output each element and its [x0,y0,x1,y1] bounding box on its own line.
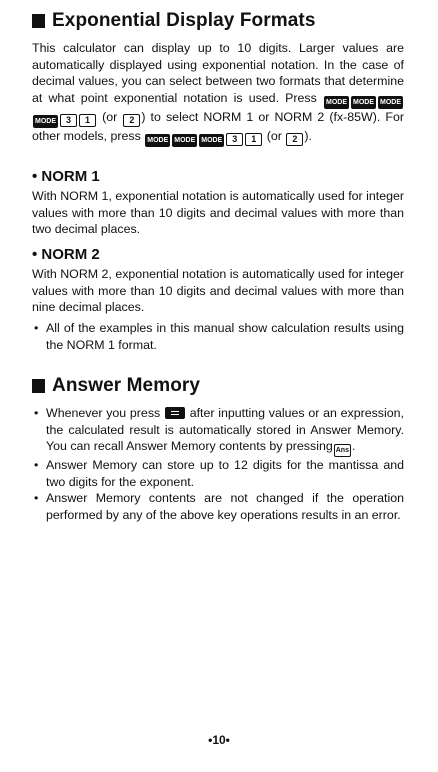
mode-key-icon: MODE [324,96,349,109]
one-key-icon: 1 [79,114,96,127]
norm2-paragraph: With NORM 2, exponential notation is automatically used for integer values with more than 10 digits and decimal values with more than nine decimal places. [32,267,404,315]
intro-text-a: This calculator can display up to 10 digits. Larger values are automatically displayed using exponential notation. In the case of decimal values, you can select between two formats that determine at what point exponential notation is used. Press [32,41,404,105]
b1-text-c: . [351,439,356,454]
ans-key-icon: Ans [334,444,351,457]
square-bullet-icon [32,14,45,28]
list-item [32,457,404,490]
b3-text: Answer Memory contents are not changed if the operation performed by any of the above key operations results in an error. [46,491,404,522]
three-key-icon: 3 [60,114,77,127]
norm1-paragraph: With NORM 1, exponential notation is automatically used for integer values with more than 10 digits and decimal values with more than two decimal places. [32,189,404,237]
section-title: Exponential Display Formats [52,10,316,31]
norm-note-list [32,320,404,353]
mode-key-icon: MODE [199,134,224,147]
three-key-icon: 3 [226,133,243,146]
mode-key-icon: MODE [172,134,197,147]
bullet-dot: • [34,406,39,420]
bullet-dot: • [34,458,39,473]
mode-key-icon: MODE [378,96,403,109]
mode-key-icon: MODE [351,96,376,109]
bullet-dot: • [34,491,39,506]
square-bullet-icon [32,379,45,393]
b2-text: Answer Memory can store up to 12 digits for the mantissa and two digits for the exponent. [46,458,404,489]
mode-key-icon: MODE [145,134,170,147]
page-number: •10• [208,733,230,747]
section-title: Answer Memory [52,375,201,396]
two-key-icon: 2 [123,114,140,127]
b1-text-b: after inputting values or an expression, the calculated result is automatically stored in Answer Memory. You can recall Answer Memory contents by pressing [46,406,404,454]
norm2-heading: • NORM 2 [32,246,100,263]
note-text: All of the examples in this manual show calculation results using the NORM 1 format. [46,321,404,352]
list-item [32,405,404,457]
list-item [32,320,404,353]
bullet-dot: • [34,321,39,335]
section-heading-answer-memory [32,375,200,397]
mode-key-icon: MODE [33,115,58,128]
one-key-icon: 1 [245,133,262,146]
intro-text-c: ) to select NORM 1 or NORM 2 (fx-85W). For other models, press [32,109,404,143]
list-item [32,490,404,523]
norm1-heading: • NORM 1 [32,168,100,185]
equals-key-icon [165,407,185,419]
intro-text-b: (or [102,109,118,124]
answer-memory-list [32,405,404,524]
intro-text-d: (or [266,128,282,143]
two-key-icon: 2 [286,133,303,146]
b1-text-a: Whenever you press [46,406,161,420]
intro-paragraph [32,40,404,147]
intro-text-e: ). [304,128,312,143]
section-heading-exponential [32,10,316,32]
